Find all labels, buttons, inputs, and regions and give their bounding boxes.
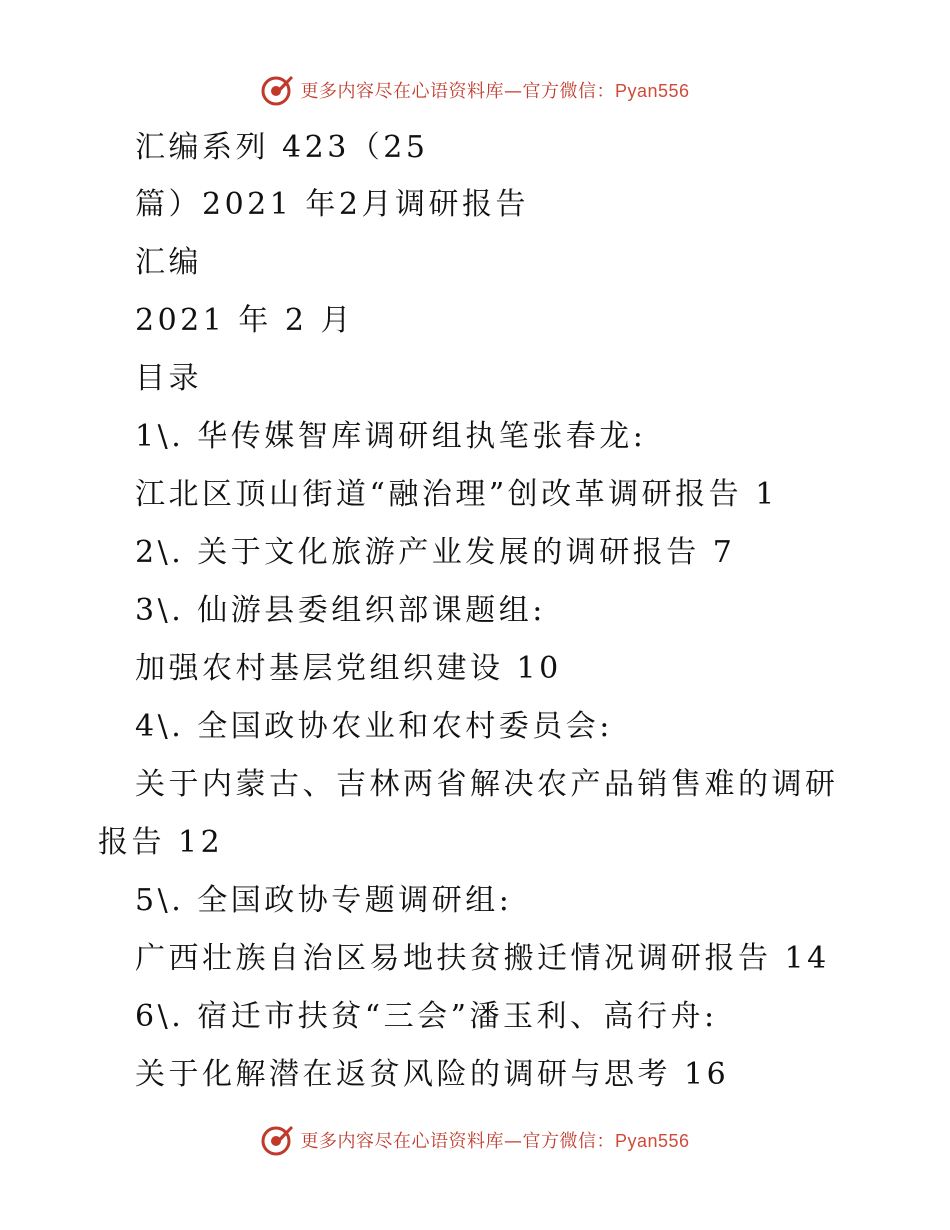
footer-watermark <box>0 1120 950 1160</box>
doc-title-line-2: 篇）2021 年2月调研报告 <box>135 187 529 222</box>
toc-entry-4-title-cont: 报告 12 <box>98 825 224 860</box>
toc-entry-6-author: 6\. 宿迁市扶贫“三会”潘玉利、高行舟: <box>135 999 718 1034</box>
toc-entry-2-title: 2\. 关于文化旅游产业发展的调研报告 7 <box>135 535 736 570</box>
toc-entry-6-title: 关于化解潜在返贫风险的调研与思考 16 <box>135 1057 730 1092</box>
doc-title-line-1: 汇编系列 423（25 <box>135 130 429 165</box>
toc-entry-4-title: 关于内蒙古、吉林两省解决农产品销售难的调研 <box>135 767 839 802</box>
watermark-text: 更多内容尽在心语资料库—官方微信：Pyan556 <box>300 1131 690 1152</box>
doc-title-line-3: 汇编 <box>135 245 202 280</box>
toc-heading: 目录 <box>135 361 202 396</box>
quill-logo-icon <box>260 73 294 107</box>
header-watermark <box>0 70 950 110</box>
toc-entry-5-author: 5\. 全国政协专题调研组: <box>135 883 513 918</box>
toc-entry-1-author: 1\. 华传媒智库调研组执笔张春龙: <box>135 419 647 454</box>
toc-entry-1-title: 江北区顶山街道“融治理”创改革调研报告 1 <box>135 477 778 512</box>
toc-entry-3-title: 加强农村基层党组织建设 10 <box>135 651 562 686</box>
toc-entry-3-author: 3\. 仙游县委组织部课题组: <box>135 593 546 628</box>
quill-logo-icon <box>260 1123 294 1157</box>
doc-date: 2021 年 2 月 <box>135 303 355 338</box>
watermark-text: 更多内容尽在心语资料库—官方微信：Pyan556 <box>300 81 690 102</box>
toc-entry-5-title: 广西壮族自治区易地扶贫搬迁情况调研报告 14 <box>135 941 830 976</box>
toc-entry-4-author: 4\. 全国政协农业和农村委员会: <box>135 709 613 744</box>
